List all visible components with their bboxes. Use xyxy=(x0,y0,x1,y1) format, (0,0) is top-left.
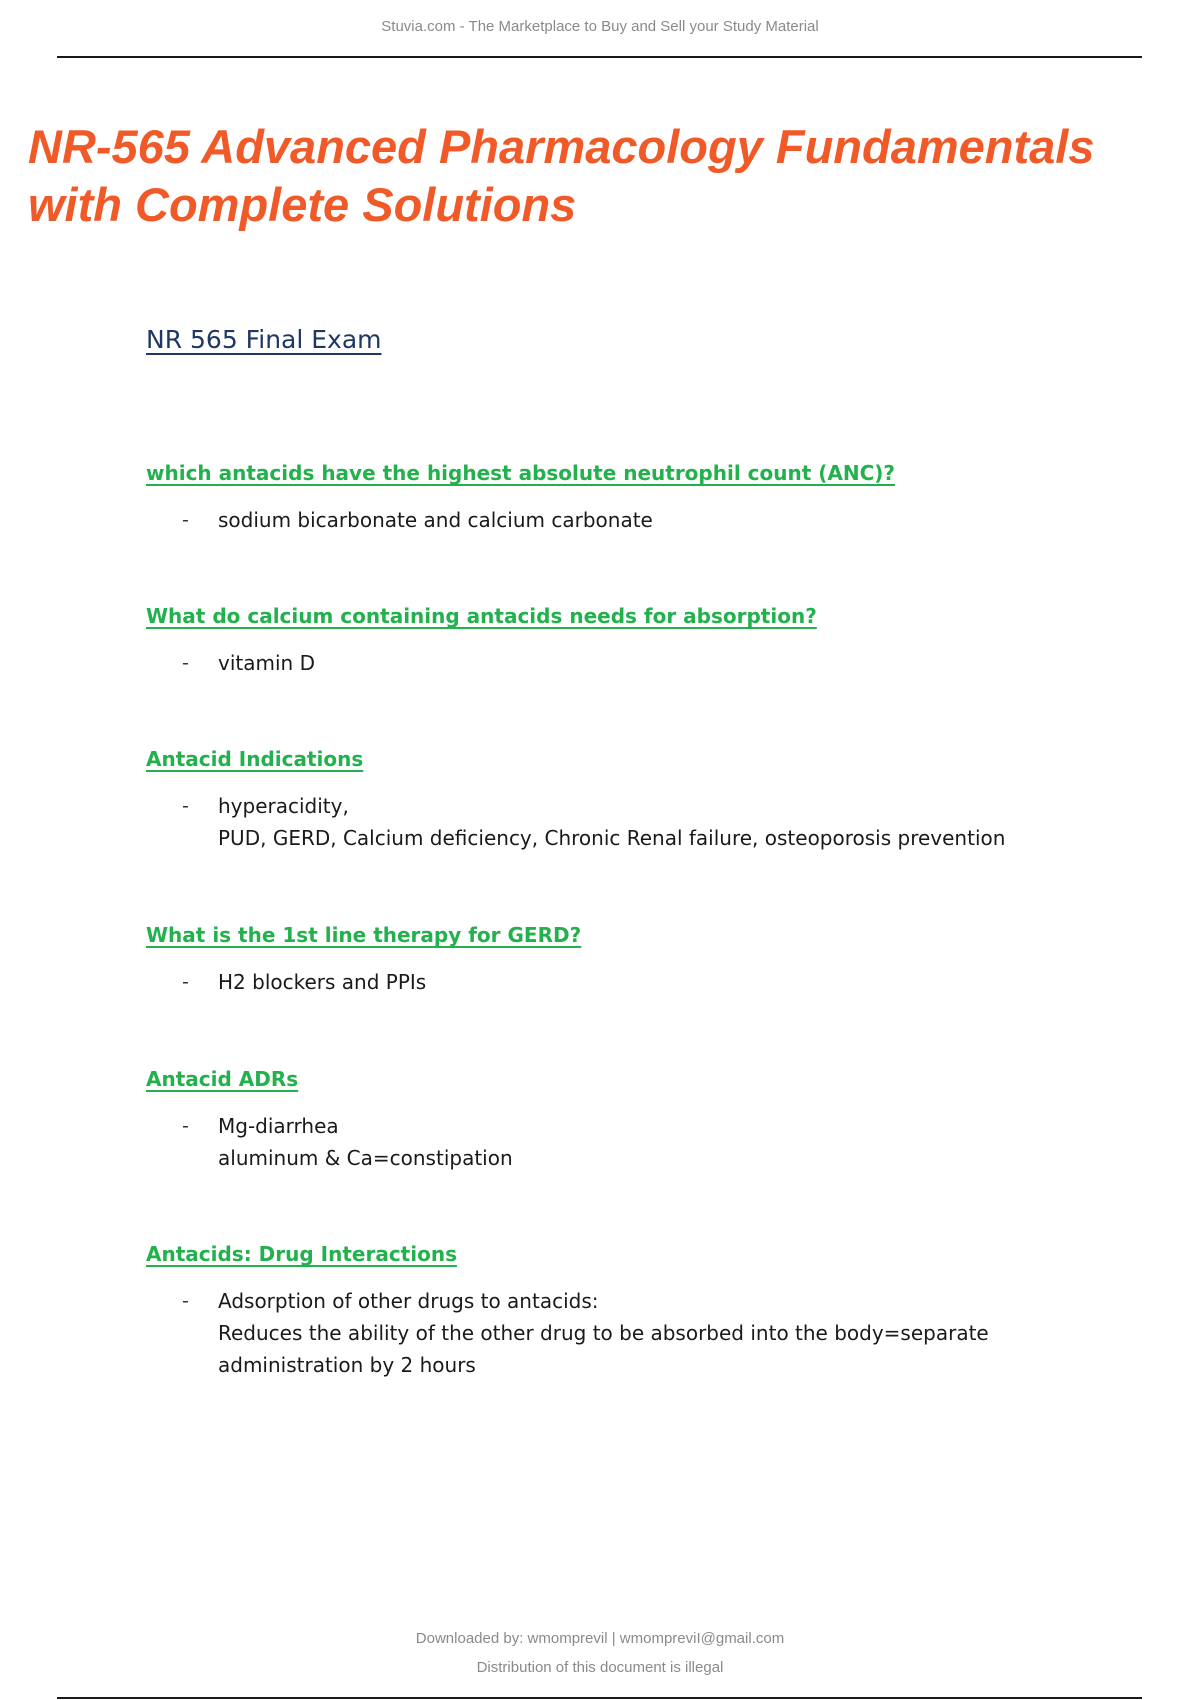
answer-line: hyperacidity, xyxy=(218,794,349,818)
answer-line: H2 blockers and PPIs xyxy=(218,970,427,994)
document-title-line-1: NR-565 Advanced Pharmacology Fundamentals xyxy=(28,120,1095,173)
answer-line: vitamin D xyxy=(218,651,315,675)
footer-notice: Distribution of this document is illegal xyxy=(476,1659,724,1676)
answer-block xyxy=(146,790,1106,854)
question-heading: What do calcium containing antacids needs for absorption? xyxy=(146,604,817,628)
answer-line: sodium bicarbonate and calcium carbonate xyxy=(218,508,653,532)
question-heading: Antacid ADRs xyxy=(146,1067,299,1091)
site-header-text: Stuvia.com - The Marketplace to Buy and Sell your Study Material xyxy=(381,18,819,35)
answer-line: Mg-diarrhea xyxy=(218,1114,339,1138)
document-title-line-2: with Complete Solutions xyxy=(28,178,577,231)
question-heading: Antacid Indications xyxy=(146,747,364,771)
answer-block xyxy=(146,1285,1106,1381)
bullet-dash: - xyxy=(182,795,189,817)
qa-item xyxy=(146,1066,1106,1174)
qa-item xyxy=(146,1241,1106,1381)
document-title xyxy=(28,118,1188,234)
bullet-dash: - xyxy=(182,1290,189,1312)
bullet-dash: - xyxy=(182,1115,189,1137)
question-heading: What is the 1st line therapy for GERD? xyxy=(146,923,582,947)
header-divider xyxy=(57,56,1142,58)
bullet-dash: - xyxy=(182,652,189,674)
footer-downloaded-by: Downloaded by: wmomprevil | wmompreviI@gmail.com xyxy=(415,1630,785,1647)
question-heading: which antacids have the highest absolute neutrophil count (ANC)? xyxy=(146,461,896,485)
answer-line: Reduces the ability of the other drug to be absorbed into the body=separate xyxy=(218,1321,989,1345)
qa-item xyxy=(146,460,1106,536)
answer-line: administration by 2 hours xyxy=(218,1353,476,1377)
qa-item xyxy=(146,746,1106,854)
answer-line: aluminum & Ca=constipation xyxy=(218,1146,513,1170)
bullet-dash: - xyxy=(182,509,189,531)
qa-item xyxy=(146,922,1106,998)
bullet-dash: - xyxy=(182,971,189,993)
section-title: NR 565 Final Exam xyxy=(146,325,382,354)
answer-block xyxy=(146,647,1106,679)
answer-block xyxy=(146,966,1106,998)
question-heading: Antacids: Drug Interactions xyxy=(146,1242,457,1266)
footer-divider xyxy=(57,1697,1142,1699)
answer-line: PUD, GERD, Calcium deficiency, Chronic Renal failure, osteoporosis prevention xyxy=(218,826,1006,850)
answer-block xyxy=(146,504,1106,536)
answer-line: Adsorption of other drugs to antacids: xyxy=(218,1289,599,1313)
answer-block xyxy=(146,1110,1106,1174)
qa-item xyxy=(146,603,1106,679)
